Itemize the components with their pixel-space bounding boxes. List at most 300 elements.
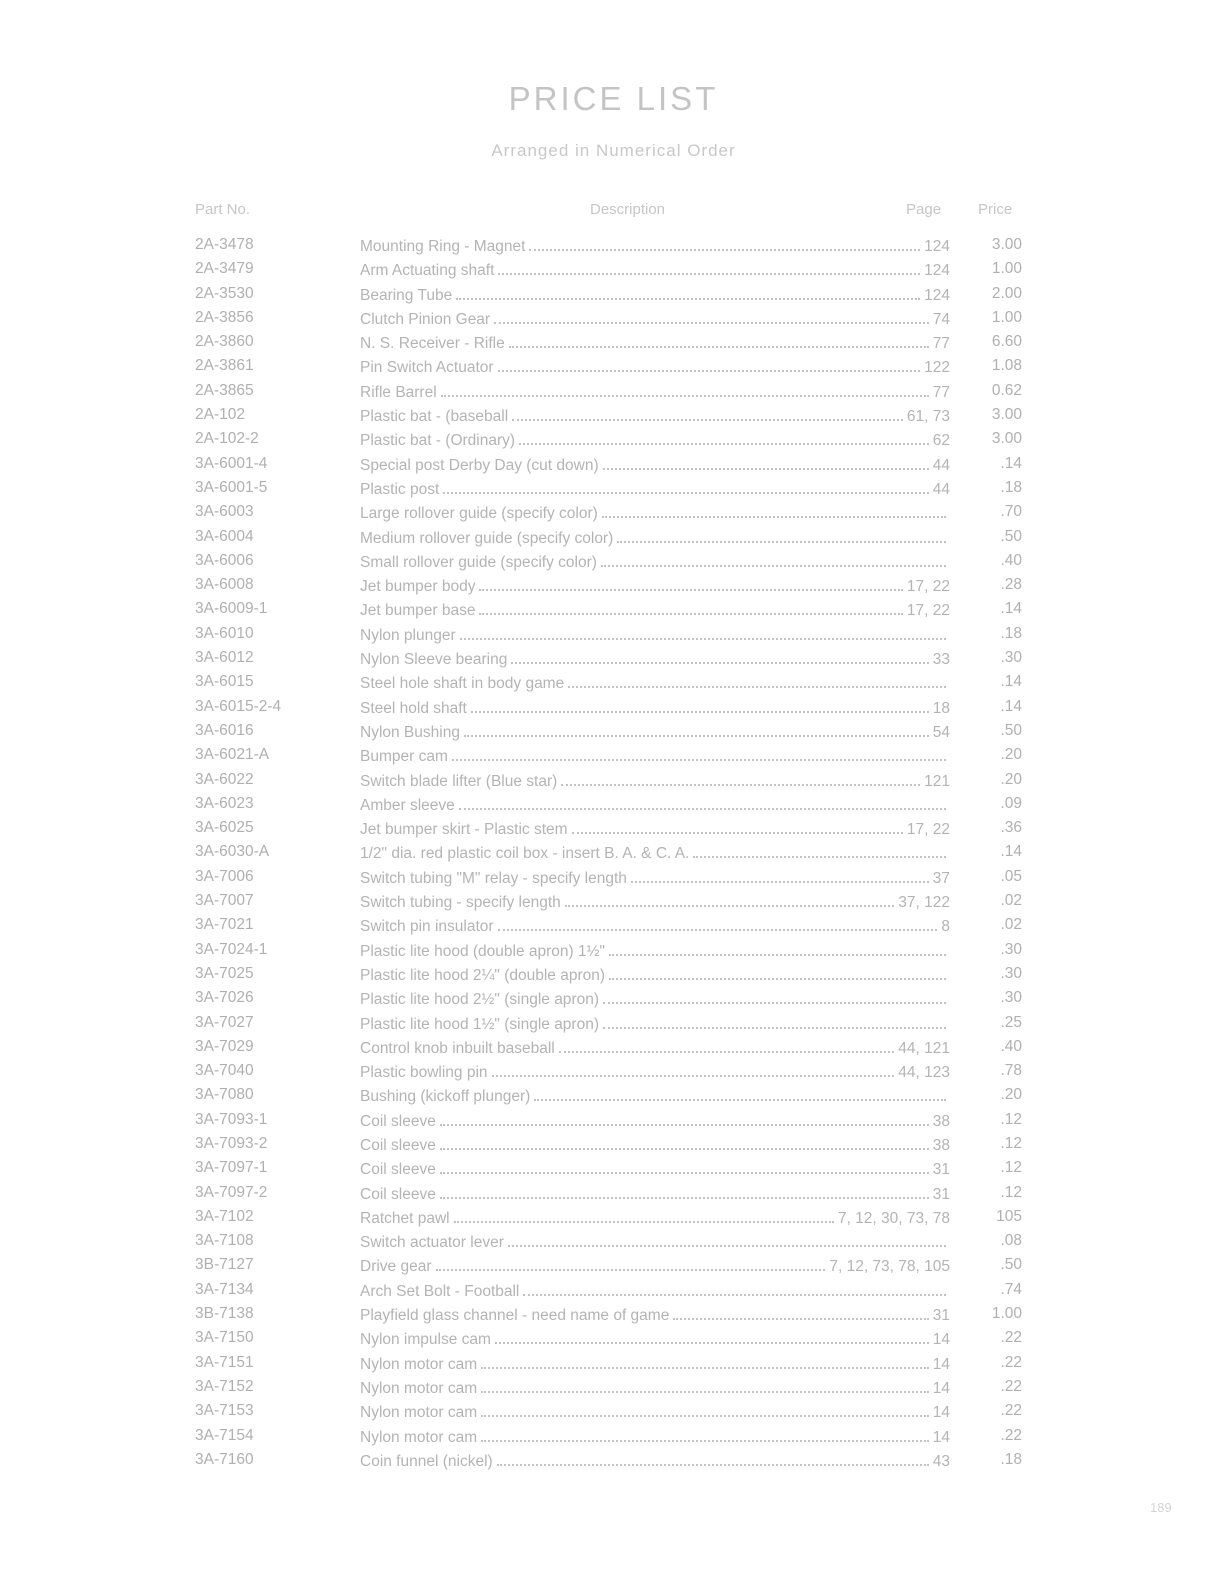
page-ref: 122 (924, 359, 950, 377)
part-number: 3A-6015 (195, 673, 254, 691)
table-row (0, 744, 1227, 768)
price: .50 (1000, 1256, 1022, 1274)
part-number: 3A-7097-2 (195, 1183, 268, 1201)
description-cell (360, 600, 950, 620)
leader-dots (481, 1354, 929, 1369)
table-row (0, 234, 1227, 258)
price: .25 (1000, 1013, 1022, 1031)
price: 1.00 (991, 1305, 1022, 1323)
part-number: 3B-7127 (195, 1256, 254, 1274)
page-ref: 74 (932, 310, 950, 328)
price: .70 (1000, 503, 1022, 521)
part-number: 2A-3856 (195, 308, 254, 326)
table-row (0, 355, 1227, 379)
description-cell (360, 1281, 950, 1301)
part-number: 3A-7152 (195, 1377, 254, 1395)
page-ref: 31 (932, 1185, 950, 1203)
table-row (0, 647, 1227, 671)
part-number: 3B-7138 (195, 1305, 254, 1323)
description: Nylon motor cam (360, 1355, 478, 1373)
page-ref: 124 (924, 238, 950, 255)
leader-dots (601, 552, 946, 567)
price: 3.00 (991, 236, 1022, 253)
price: .20 (1000, 1086, 1022, 1104)
price: 1.00 (991, 260, 1022, 278)
part-number: 3A-7027 (195, 1013, 254, 1031)
description: Bushing (kickoff plunger) (360, 1088, 531, 1106)
page-ref: 124 (924, 286, 950, 304)
description: Small rollover guide (specify color) (360, 553, 597, 571)
description: Nylon plunger (360, 626, 456, 644)
table-row (0, 939, 1227, 963)
price: .50 (1000, 721, 1022, 739)
description: Arch Set Bolt - Football (360, 1282, 520, 1300)
price: .40 (1000, 1037, 1022, 1055)
description: Nylon Sleeve bearing (360, 651, 508, 669)
leader-dots (559, 1038, 895, 1053)
price: 2.00 (991, 284, 1022, 302)
page-ref: 121 (924, 772, 950, 790)
price: 105 (996, 1207, 1022, 1225)
table-row (0, 914, 1227, 938)
leader-dots (603, 989, 946, 1004)
leader-dots (511, 649, 928, 664)
description: Amber sleeve (360, 796, 455, 814)
part-number: 2A-102-2 (195, 430, 259, 448)
part-number: 2A-3860 (195, 333, 254, 351)
description-cell (360, 795, 950, 815)
part-number: 3A-6030-A (195, 843, 270, 861)
leader-dots (673, 1305, 928, 1320)
table-row (0, 987, 1227, 1011)
description-cell (360, 382, 950, 402)
description-cell (360, 1427, 950, 1447)
table-row (0, 1036, 1227, 1060)
leader-dots (631, 868, 929, 883)
description-cell (360, 455, 950, 475)
page-number: 189 (1150, 1500, 1172, 1515)
price: .30 (1000, 989, 1022, 1007)
page-ref: 62 (932, 432, 950, 450)
description-cell (360, 1378, 950, 1398)
description-cell (360, 430, 950, 450)
part-number: 3A-6008 (195, 576, 254, 594)
description-cell (360, 1329, 950, 1349)
description-cell (360, 1038, 950, 1058)
description: Plastic bowling pin (360, 1064, 488, 1082)
price-list-table (0, 234, 1227, 1473)
price: .30 (1000, 940, 1022, 958)
leader-dots (512, 406, 903, 421)
leader-dots (481, 1427, 929, 1442)
price: .78 (1000, 1062, 1022, 1080)
description: Coil sleeve (360, 1112, 436, 1130)
table-row (0, 1400, 1227, 1424)
table-row (0, 1109, 1227, 1133)
description-cell (360, 916, 950, 936)
column-header-part: Part No. (195, 201, 251, 218)
leader-dots (617, 528, 946, 543)
leader-dots (498, 260, 920, 275)
price: .22 (1000, 1377, 1022, 1395)
column-header-page: Page (906, 201, 942, 218)
price: .50 (1000, 527, 1022, 545)
page-ref: 14 (932, 1379, 950, 1397)
price: 6.60 (991, 333, 1022, 351)
price: .20 (1000, 770, 1022, 788)
description-cell (360, 965, 950, 985)
description: Coin funnel (nickel) (360, 1452, 493, 1470)
leader-dots (561, 771, 920, 786)
price: .14 (1000, 697, 1022, 715)
description: Rifle Barrel (360, 383, 437, 401)
price: .20 (1000, 746, 1022, 764)
description: Bumper cam (360, 748, 448, 766)
table-row (0, 307, 1227, 331)
table-row (0, 1012, 1227, 1036)
leader-dots (603, 1014, 946, 1029)
table-row (0, 550, 1227, 574)
page-ref: 14 (932, 1331, 950, 1349)
page-ref: 14 (932, 1428, 950, 1446)
description: Pin Switch Actuator (360, 359, 494, 377)
description: Large rollover guide (specify color) (360, 505, 598, 523)
description-cell (360, 333, 950, 353)
leader-dots (495, 1329, 929, 1344)
description-cell (360, 1062, 950, 1082)
table-row (0, 769, 1227, 793)
page-ref: 33 (932, 651, 950, 669)
leader-dots (479, 576, 902, 591)
part-number: 3A-7160 (195, 1450, 254, 1468)
page-ref: 7, 12, 30, 73, 78 (837, 1209, 950, 1227)
leader-dots (572, 819, 903, 834)
description-cell (360, 1256, 950, 1276)
page-ref: 43 (932, 1452, 950, 1470)
part-number: 3A-6023 (195, 794, 254, 812)
page-ref: 37 (932, 869, 950, 887)
description-cell (360, 552, 950, 572)
leader-dots (568, 673, 946, 688)
table-row (0, 623, 1227, 647)
leader-dots (602, 503, 946, 518)
table-row (0, 574, 1227, 598)
page-ref: 17, 22 (906, 578, 950, 596)
part-number: 3A-7134 (195, 1280, 254, 1298)
price: .22 (1000, 1353, 1022, 1371)
leader-dots (565, 892, 895, 907)
price: .18 (1000, 624, 1022, 642)
description-cell (360, 406, 950, 426)
table-row (0, 501, 1227, 525)
part-number: 3A-7026 (195, 989, 254, 1007)
table-row (0, 817, 1227, 841)
table-row (0, 1327, 1227, 1351)
table-row (0, 1182, 1227, 1206)
price: .22 (1000, 1426, 1022, 1444)
leader-dots (603, 455, 929, 470)
table-row (0, 1303, 1227, 1327)
table-row (0, 1352, 1227, 1376)
description-cell (360, 1354, 950, 1374)
description: Plastic post (360, 480, 440, 498)
description-cell (360, 1208, 950, 1228)
table-row (0, 1376, 1227, 1400)
price: .18 (1000, 478, 1022, 496)
description: Nylon impulse cam (360, 1331, 491, 1349)
part-number: 3A-6012 (195, 649, 254, 667)
part-number: 3A-6009-1 (195, 600, 268, 618)
page-ref: 44 (932, 480, 950, 498)
part-number: 3A-7080 (195, 1086, 254, 1104)
table-row (0, 1084, 1227, 1108)
description: 1/2" dia. red plastic coil box - insert B. A. & C. A. (360, 845, 690, 863)
description: Ratchet pawl (360, 1209, 450, 1227)
part-number: 3A-7021 (195, 916, 254, 934)
description: Bearing Tube (360, 286, 453, 304)
part-number: 2A-3865 (195, 381, 254, 399)
description-cell (360, 309, 950, 329)
description-cell (360, 503, 950, 523)
description: Plastic lite hood 2¼" (double apron) (360, 966, 606, 984)
description-cell (360, 1184, 950, 1204)
price: .14 (1000, 673, 1022, 691)
price: .22 (1000, 1402, 1022, 1420)
price: .22 (1000, 1329, 1022, 1347)
page-ref: 61, 73 (906, 408, 950, 426)
description-cell (360, 698, 950, 718)
description: Control knob inbuilt baseball (360, 1039, 555, 1057)
price: .14 (1000, 454, 1022, 472)
part-number: 3A-7025 (195, 964, 254, 982)
part-number: 3A-7108 (195, 1232, 254, 1250)
price: .14 (1000, 843, 1022, 861)
table-row (0, 283, 1227, 307)
part-number: 3A-6025 (195, 819, 254, 837)
leader-dots (693, 843, 946, 858)
page-ref: 124 (924, 262, 950, 280)
leader-dots (508, 1232, 946, 1247)
description-cell (360, 843, 950, 863)
page-title: PRICE LIST (508, 80, 719, 117)
description-cell (360, 746, 950, 766)
leader-dots (498, 916, 938, 931)
part-number: 2A-102 (195, 406, 245, 424)
description-cell (360, 1232, 950, 1252)
leader-dots (464, 722, 929, 737)
table-row (0, 1206, 1227, 1230)
table-row (0, 671, 1227, 695)
description: Medium rollover guide (specify color) (360, 529, 614, 547)
leader-dots (456, 285, 920, 300)
description-cell (360, 528, 950, 548)
description: Nylon motor cam (360, 1379, 478, 1397)
description: Plastic lite hood 1½" (single apron) (360, 1015, 599, 1033)
description: Jet bumper base (360, 602, 476, 620)
price: 3.00 (991, 430, 1022, 448)
table-row (0, 331, 1227, 355)
page-ref: 17, 22 (906, 602, 950, 620)
page-ref: 38 (932, 1112, 950, 1130)
description: Jet bumper skirt - Plastic stem (360, 821, 568, 839)
description-cell (360, 1402, 950, 1422)
description-cell (360, 941, 950, 961)
price: .14 (1000, 600, 1022, 618)
leader-dots (441, 382, 929, 397)
part-number: 2A-3530 (195, 284, 254, 302)
description-cell (360, 1159, 950, 1179)
leader-dots (459, 795, 946, 810)
page-ref: 54 (932, 723, 950, 741)
page-subtitle: Arranged in Numerical Order (491, 141, 736, 160)
page-ref: 44 (932, 456, 950, 474)
leader-dots (479, 600, 902, 615)
leader-dots (440, 1159, 929, 1174)
page-ref: 18 (932, 699, 950, 717)
description: Nylon motor cam (360, 1428, 478, 1446)
part-number: 3A-7151 (195, 1353, 254, 1371)
table-row (0, 1060, 1227, 1084)
description: Jet bumper body (360, 578, 476, 596)
description: Special post Derby Day (cut down) (360, 456, 599, 474)
leader-dots (497, 1451, 929, 1466)
table-row (0, 793, 1227, 817)
leader-dots (609, 941, 946, 956)
description: Plastic bat - (baseball (360, 408, 509, 426)
price: 1.00 (991, 308, 1022, 326)
page-ref: 14 (932, 1404, 950, 1422)
description: Arm Actuating shaft (360, 262, 495, 280)
description-cell (360, 1086, 950, 1106)
leader-dots (509, 333, 929, 348)
table-row (0, 428, 1227, 452)
description-cell (360, 819, 950, 839)
description: Nylon motor cam (360, 1404, 478, 1422)
description: Switch blade lifter (Blue star) (360, 772, 558, 790)
description-cell (360, 1305, 950, 1325)
leader-dots (494, 309, 929, 324)
part-number: 3A-7024-1 (195, 940, 268, 958)
description-cell (360, 357, 950, 377)
part-number: 3A-6004 (195, 527, 254, 545)
table-row (0, 526, 1227, 550)
description: Steel hole shaft in body game (360, 675, 565, 693)
description: Plastic bat - (Ordinary) (360, 432, 516, 450)
leader-dots (529, 236, 920, 251)
leader-dots (440, 1111, 929, 1126)
leader-dots (440, 1135, 929, 1150)
price: .12 (1000, 1134, 1022, 1152)
description: Switch tubing - specify length (360, 894, 561, 912)
table-row (0, 453, 1227, 477)
description-cell (360, 260, 950, 280)
description-cell (360, 479, 950, 499)
leader-dots (454, 1208, 834, 1223)
page-ref: 77 (932, 383, 950, 401)
leader-dots (498, 357, 921, 372)
leader-dots (471, 698, 929, 713)
description: Playfield glass channel - need name of game (360, 1307, 670, 1325)
page-ref: 14 (932, 1355, 950, 1373)
leader-dots (481, 1402, 929, 1417)
price: .40 (1000, 551, 1022, 569)
part-number: 3A-7093-1 (195, 1110, 268, 1128)
leader-dots (523, 1281, 946, 1296)
part-number: 3A-7093-2 (195, 1134, 268, 1152)
description: Mounting Ring - Magnet (360, 238, 526, 255)
description: Nylon Bushing (360, 723, 460, 741)
price: 1.08 (991, 357, 1022, 375)
description: Plastic lite hood 2½" (single apron) (360, 991, 599, 1009)
description: Coil sleeve (360, 1185, 436, 1203)
part-number: 3A-6010 (195, 624, 254, 642)
table-row (0, 1133, 1227, 1157)
page-ref: 77 (932, 335, 950, 353)
description-cell (360, 989, 950, 1009)
table-row (0, 404, 1227, 428)
description-cell (360, 892, 950, 912)
description-cell (360, 868, 950, 888)
table-row (0, 866, 1227, 890)
part-number: 2A-3478 (195, 236, 254, 253)
description: Switch tubing "M" relay - specify length (360, 869, 627, 887)
price: .30 (1000, 649, 1022, 667)
leader-dots (609, 965, 946, 980)
price: .12 (1000, 1110, 1022, 1128)
description-cell (360, 576, 950, 596)
description-cell (360, 1014, 950, 1034)
part-number: 3A-6001-4 (195, 454, 268, 472)
leader-dots (492, 1062, 895, 1077)
description-cell (360, 236, 950, 256)
table-row (0, 963, 1227, 987)
part-number: 3A-7153 (195, 1402, 254, 1420)
table-row (0, 380, 1227, 404)
price: .18 (1000, 1450, 1022, 1468)
description: Coil sleeve (360, 1136, 436, 1154)
table-row (0, 258, 1227, 282)
leader-dots (481, 1378, 929, 1393)
price: .05 (1000, 867, 1022, 885)
price: .02 (1000, 916, 1022, 934)
leader-dots (519, 430, 929, 445)
price: .09 (1000, 794, 1022, 812)
table-row (0, 598, 1227, 622)
column-header-price: Price (978, 201, 1013, 218)
price: .08 (1000, 1232, 1022, 1250)
price: .74 (1000, 1280, 1022, 1298)
part-number: 3A-6021-A (195, 746, 270, 764)
description-cell (360, 1111, 950, 1131)
leader-dots (460, 625, 946, 640)
description-cell (360, 1451, 950, 1471)
price: .30 (1000, 964, 1022, 982)
part-number: 3A-7154 (195, 1426, 254, 1444)
part-number: 3A-7097-1 (195, 1159, 268, 1177)
table-row (0, 1157, 1227, 1181)
table-row (0, 1254, 1227, 1278)
table-row (0, 1425, 1227, 1449)
part-number: 2A-3861 (195, 357, 254, 375)
table-row (0, 890, 1227, 914)
table-row (0, 696, 1227, 720)
part-number: 2A-3479 (195, 260, 254, 278)
price: .12 (1000, 1183, 1022, 1201)
part-number: 3A-7006 (195, 867, 254, 885)
page-ref: 31 (932, 1161, 950, 1179)
part-number: 3A-6016 (195, 721, 254, 739)
part-number: 3A-7102 (195, 1207, 254, 1225)
